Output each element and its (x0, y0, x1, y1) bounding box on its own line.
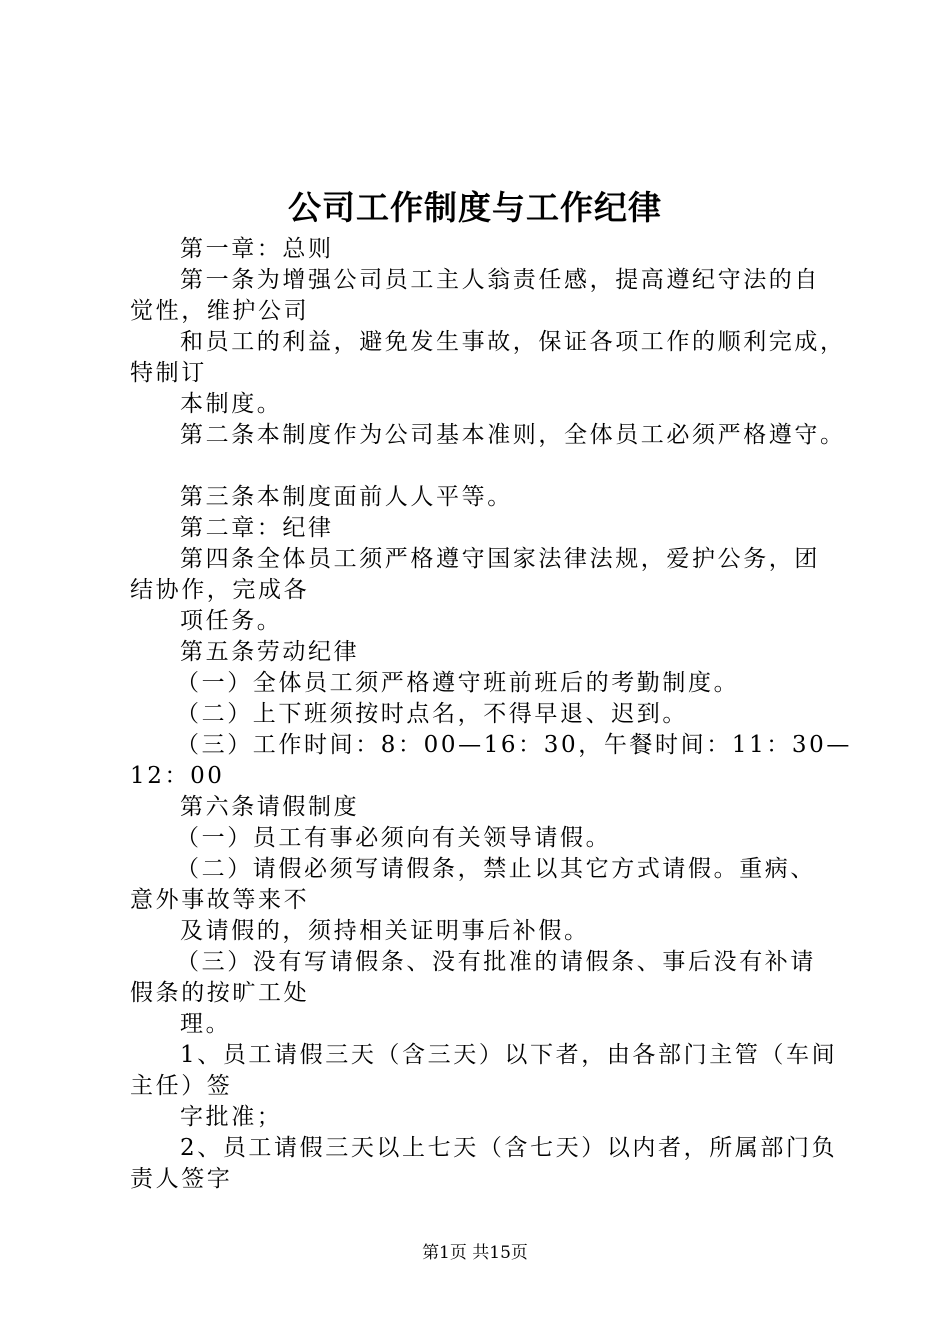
text-line: 主任）签 (130, 1073, 233, 1099)
text-line: 本制度。 (180, 391, 283, 417)
text-line: 2、员工请假三天以上七天（含七天）以内者，所属部门负 (180, 1135, 838, 1161)
text-line: 字批准； (180, 1104, 283, 1130)
text-line: 理。 (180, 1011, 232, 1037)
text-line: 责人签字 (130, 1166, 233, 1192)
text-line: 结协作，完成各 (130, 577, 310, 603)
text-line: 第四条全体员工须严格遵守国家法律法规，爱护公务，团 (180, 546, 820, 572)
text-line: （三）工作时间：8：00—16：30，午餐时间：11：30— (176, 732, 852, 758)
text-line: 项任务。 (180, 608, 283, 634)
text-line: 特制订 (130, 360, 207, 386)
document-title: 公司工作制度与工作纪律 (288, 188, 662, 227)
text-line: 第二条本制度作为公司基本准则，全体员工必须严格遵守。 (180, 422, 846, 448)
text-line: 觉性，维护公司 (130, 298, 310, 324)
document-body (130, 234, 852, 1195)
text-line: （一）全体员工须严格遵守班前班后的考勤制度。 (176, 670, 740, 696)
text-line: 第六条请假制度 (180, 794, 360, 820)
text-line: （二）请假必须写请假条，禁止以其它方式请假。重病、 (176, 856, 816, 882)
text-line: 第二章：纪律 (180, 515, 334, 541)
text-line: （三）没有写请假条、没有批准的请假条、事后没有补请 (176, 949, 816, 975)
text-line: 意外事故等来不 (130, 887, 310, 913)
text-line: 1、员工请假三天（含三天）以下者，由各部门主管（车间 (180, 1042, 838, 1068)
text-line: 第三条本制度面前人人平等。 (180, 484, 513, 510)
page-number-footer: 第1页 共15页 (422, 1243, 528, 1263)
blank-line (130, 451, 840, 482)
text-line: 12：00 (130, 763, 225, 789)
text-line: 假条的按旷工处 (130, 980, 310, 1006)
text-line: （一）员工有事必须向有关领导请假。 (176, 825, 612, 851)
text-line: 第一条为增强公司员工主人翁责任感，提高遵纪守法的自 (180, 267, 820, 293)
text-line: （二）上下班须按时点名，不得早退、迟到。 (176, 701, 688, 727)
text-line: 及请假的，须持相关证明事后补假。 (180, 918, 590, 944)
text-line: 第五条劳动纪律 (180, 639, 360, 665)
text-line: 和员工的利益，避免发生事故，保证各项工作的顺利完成， (180, 329, 846, 355)
text-line: 第一章：总则 (180, 236, 334, 262)
